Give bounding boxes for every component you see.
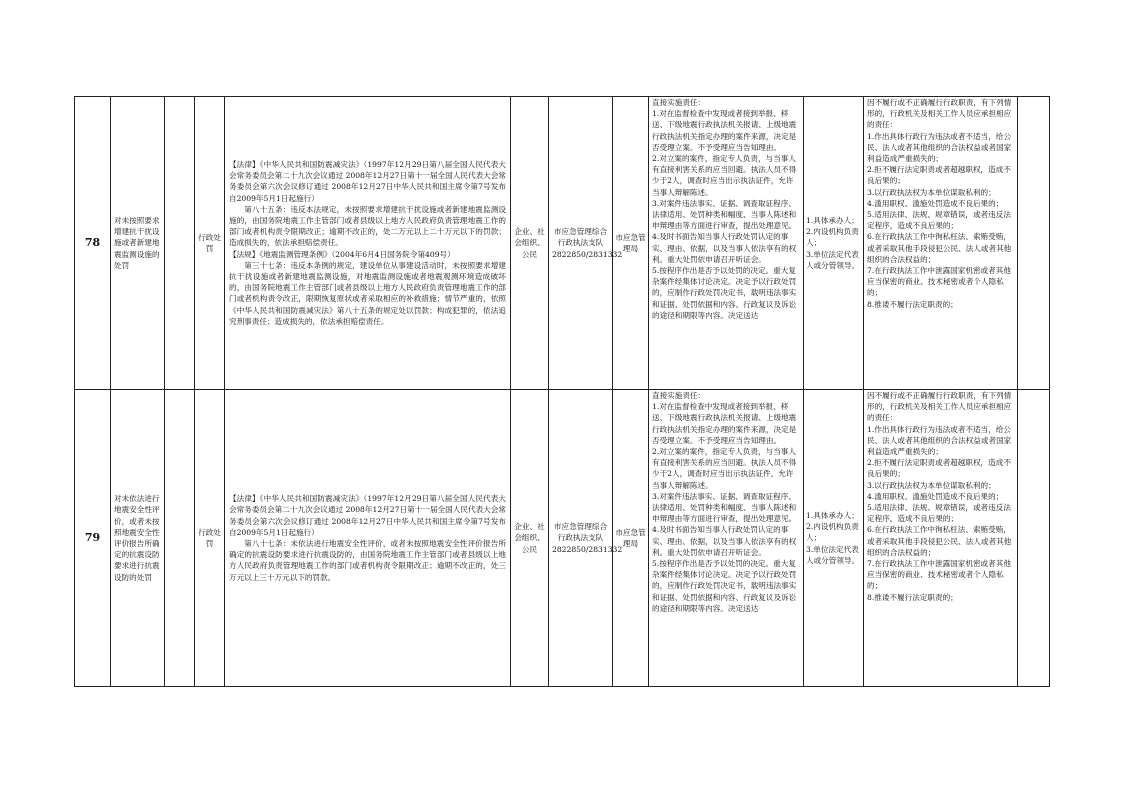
person-item: 1.具体承办人；	[806, 510, 859, 520]
responsible-persons	[804, 97, 864, 390]
table-row	[75, 390, 1050, 687]
responsibility-item: 4.及时书面告知当事人行政处罚认定的事实、理由、依据，以及当事人依法享有的权利。重大处罚依申请召开听证会。	[652, 525, 797, 557]
accountability-item: 1.作出具体行政行为违法或者不适当，给公民、法人或者其他组织的合法权益或者国家利益造成严重损失的；	[867, 131, 1012, 164]
power-list-table	[74, 96, 1050, 687]
basis-paragraph: 【法律】《中华人民共和国防震减灾法》（1997年12月29日第八届全国人民代表大会常务委员会第二十九次会议通过 2008年12月27日第十一届全国人民代表大会常务委员会第六次会议修订通过 2008年12月27日中华人民共和国主席令第7号发布 自2009年5月1日起施行）	[229, 494, 506, 537]
person-item: 2.内设机构负责人；	[806, 227, 859, 248]
item-name: 对未按照要求增建抗干扰设施或者新建地震监测设施的处罚	[111, 97, 165, 390]
table-row	[75, 97, 1050, 390]
basis-paragraph: 第八十七条：未依法进行地震安全性评价，或者未按照地震安全性评价报告所确定的抗震设防要求进行抗震设防的，由国务院地震工作主管部门或者县级以上地方人民政府负责管理地震工作的部门或者机构责令限期改正；逾期不改正的，处三万元以上三十万元以下的罚款。	[229, 539, 506, 582]
accountability-item: 5.适用法律、法规、规章错误，或者违反法定程序，造成不良后果的；	[867, 503, 1011, 524]
accountability-item: 7.在行政执法工作中泄露国家机密或者其他应当保密的商业、技术秘密或者个人隐私的；	[867, 559, 1011, 591]
basis-paragraph: 第三十七条：违反本条例的规定，建设单位从事建设活动时，未按照要求增建抗干扰设施或者新建地震监测设施，对地震监测设施或者地震观测环境造成破坏的，由国务院地震工作主管部门或者县级以上地方人民政府负责管理地震工作的部门或者机构责令改正，限期恢复原状或者采取相应的补救措施；情节严重的，依照《中华人民共和国防震减灾法》第八十五条的规定处以罚款；构成犯罪的，依法追究刑事责任；造成损失的，依法承担赔偿责任。	[229, 260, 506, 326]
accountability-item: 因不履行或不正确履行行政职责，有下列情形的，行政机关及相关工作人员应承担相应的责任：	[867, 391, 1012, 423]
remarks-cell	[1018, 390, 1050, 687]
accountability-item: 4.滥用职权、滥施处罚造成不良后果的；	[867, 198, 1004, 208]
accountability-item: 5.适用法律、法规、规章错误，或者违反法定程序，造成不良后果的；	[867, 210, 1011, 231]
empty-cell	[165, 97, 195, 390]
remarks-cell	[1018, 97, 1050, 390]
responsibility-item: 2.对立案的案件，指定专人负责，与当事人有直接利害关系的应当回避。执法人员不得少于2人，调查时应当出示执法证件，允许当事人辩解陈述。	[652, 154, 797, 197]
responsibility-item: 1.对在监督检查中发现或者接到举报、移送、下级地震行政执法机关报请、上级地震行政执法机关指定办理的案件来源，决定是否受理立案。不予受理应当告知理由。	[652, 109, 797, 152]
responsibility-item: 5.按程序作出是否予以处罚的决定。重大复杂案件经集体讨论决定。决定予以行政处罚的，应制作行政处罚决定书，载明违法事实和证据、处罚依据和内容、行政复议及诉讼的途径和期限等内容。决定送达	[652, 559, 797, 613]
basis-paragraph: 【法律】《中华人民共和国防震减灾法》（1997年12月29日第八届全国人民代表大会常务委员会第二十九次会议通过 2008年12月27日第十一届全国人民代表大会常务委员会第六次会议修订通过 2008年12月27日中华人民共和国主席令第7号发布 自2009年5月1日起施行）	[229, 159, 506, 203]
accountability-items	[864, 97, 1018, 390]
legal-basis	[225, 97, 511, 390]
item-name: 对未依法进行地震安全性评价，或者未按照地震安全性评价报告所确定的抗震设防要求进行抗震设防的处罚	[111, 390, 165, 687]
responsibility-item: 3.对案件违法事实、证据、调查取证程序、法律适用、处罚种类和幅度、当事人陈述和申辩理由等方面进行审查，提出处理意见。	[652, 491, 797, 524]
basis-paragraph: 【法规】《地震监测管理条例》（2004年6月4日国务院令第409号）	[229, 249, 455, 259]
responsible-department: 市应急管理综合行政执法支队 2822850/2831332	[549, 97, 613, 390]
responsibility-item: 直接实施责任：	[652, 391, 706, 400]
accountability-item: 6.在行政执法工作中徇私枉法、索贿受贿，或者采取其他手段侵犯公民、法人或者其他组织的合法权益的；	[867, 232, 1012, 264]
accountability-item: 3.以行政执法权为本单位谋取私利的；	[867, 480, 996, 490]
item-type: 行政处罚	[195, 97, 225, 390]
responsibility-item: 直接实施责任：	[652, 98, 706, 107]
person-item: 1.具体承办人；	[806, 215, 859, 225]
person-item: 3.单位法定代表人或分管领导。	[806, 249, 860, 270]
implementing-agency: 市应急管理局	[613, 97, 649, 390]
responsibility-item: 5.按程序作出是否予以处罚的决定。重大复杂案件经集体讨论决定。决定予以行政处罚的，应制作行政处罚决定书，载明违法事实和证据、处罚依据和内容、行政复议及诉讼的途径和期限等内容。决定送达	[652, 266, 797, 320]
responsibility-item: 2.对立案的案件，指定专人负责，与当事人有直接利害关系的应当回避。执法人员不得少于2人，调查时应当出示执法证件，允许当事人辩解陈述。	[652, 447, 797, 490]
target-subject: 企业、社会组织、公民	[511, 97, 549, 390]
accountability-item: 4.滥用职权、滥施处罚造成不良后果的；	[867, 491, 1004, 501]
responsibility-item: 4.及时书面告知当事人行政处罚认定的事实、理由、依据，以及当事人依法享有的权利。重大处罚依申请召开听证会。	[652, 232, 797, 264]
accountability-item: 8.推诿不履行法定职责的；	[867, 299, 958, 309]
accountability-item: 7.在行政执法工作中泄露国家机密或者其他应当保密的商业、技术秘密或者个人隐私的；	[867, 266, 1011, 298]
legal-basis	[225, 390, 511, 687]
responsibility-item: 1.对在监督检查中发现或者接到举报、移送、下级地震行政执法机关报请、上级地震行政执法机关指定办理的案件来源，决定是否受理立案。不予受理应当告知理由。	[652, 402, 797, 445]
row-number: 78	[75, 97, 111, 390]
implementing-agency: 市应急管理局	[613, 390, 649, 687]
accountability-item: 8.推诿不履行法定职责的；	[867, 592, 958, 602]
responsibility-items	[649, 97, 804, 390]
basis-paragraph: 第八十五条：违反本法规定，未按照要求增建抗干扰设施或者新建地震监测设施的，由国务院地震工作主管部门或者县级以上地方人民政府负责管理地震工作的部门或者机构责令限期改正；逾期不改正的，处二万元以上二十万元以下的罚款；造成损失的，依法承担赔偿责任。	[229, 204, 506, 248]
responsible-department: 市应急管理综合行政执法支队 2822850/2831332	[549, 390, 613, 687]
target-subject: 企业、社会组织、公民	[511, 390, 549, 687]
person-item: 2.内设机构负责人；	[806, 522, 859, 543]
accountability-items	[864, 390, 1018, 687]
responsibility-items	[649, 390, 804, 687]
accountability-item: 3.以行政执法权为本单位谋取私利的；	[867, 187, 996, 197]
accountability-item: 2.拒不履行法定职责或者超越职权，造成不良后果的；	[867, 458, 1011, 479]
item-type: 行政处罚	[195, 390, 225, 687]
empty-cell	[165, 390, 195, 687]
responsible-persons	[804, 390, 864, 687]
row-number: 79	[75, 390, 111, 687]
accountability-item: 1.作出具体行政行为违法或者不适当，给公民、法人或者其他组织的合法权益或者国家利益造成严重损失的；	[867, 424, 1012, 457]
accountability-item: 2.拒不履行法定职责或者超越职权，造成不良后果的；	[867, 165, 1011, 186]
accountability-item: 因不履行或不正确履行行政职责，有下列情形的，行政机关及相关工作人员应承担相应的责任：	[867, 98, 1012, 130]
accountability-item: 6.在行政执法工作中徇私枉法、索贿受贿，或者采取其他手段侵犯公民、法人或者其他组织的合法权益的；	[867, 525, 1012, 557]
person-item: 3.单位法定代表人或分管领导。	[806, 544, 860, 565]
responsibility-item: 3.对案件违法事实、证据、调查取证程序、法律适用、处罚种类和幅度、当事人陈述和申辩理由等方面进行审查，提出处理意见。	[652, 198, 797, 231]
